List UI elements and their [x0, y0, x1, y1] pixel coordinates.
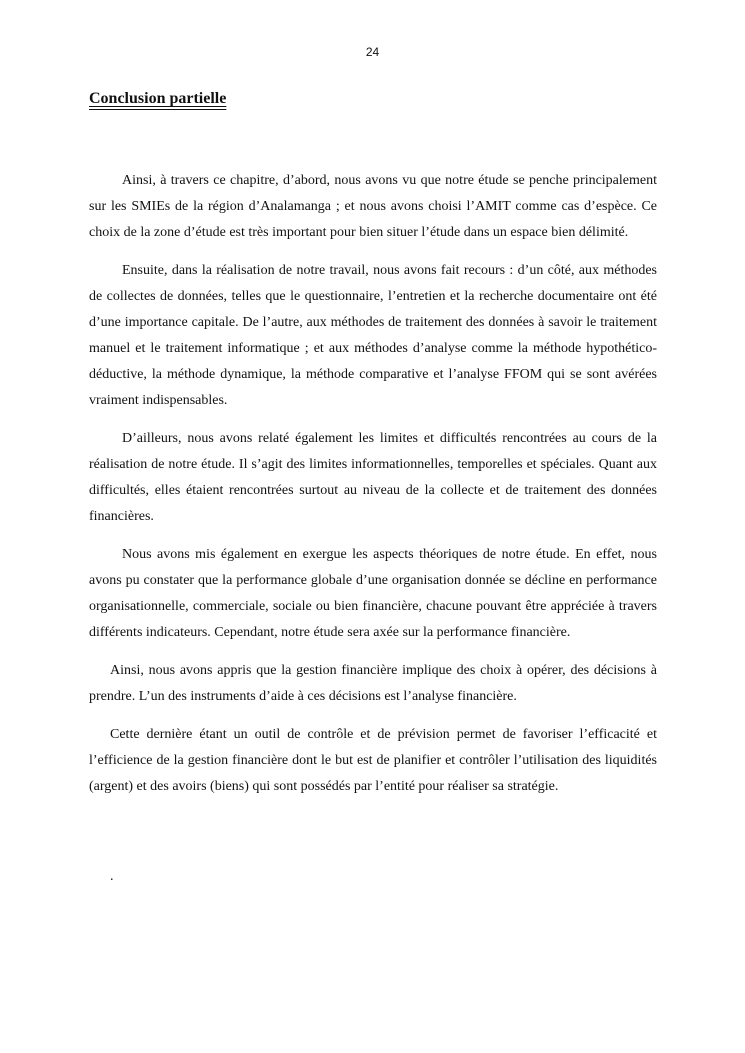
paragraph-financial-analysis: Cette dernière étant un outil de contrôle et de prévision permet de favoriser l’efficacité et l’efficience de la gestion financière dont le but est de planifier et contrôler l’utilisation des liquidités (argent) et des avoirs (biens) qui sont possédés par l’entité pour réaliser sa stratégie. [89, 727, 657, 794]
paragraph-financial-management: Ainsi, nous avons appris que la gestion financière implique des choix à opérer, des décisions à prendre. L’un des instruments d’aide à ces décisions est l’analyse financière. [89, 663, 657, 704]
paragraph-theoretical-aspects: Nous avons mis également en exergue les aspects théoriques de notre étude. En effet, nous avons pu constater que la performance globale d’une organisation donnée se décline en performance organisationnelle, commerciale, sociale ou bien financière, chacune pouvant être appréciée à travers différents indicateurs. Cependant, notre étude sera axée sur la performance financière. [89, 547, 657, 640]
body-text [89, 168, 657, 812]
trailing-dot: . [110, 869, 114, 884]
paragraph-limits-difficulties: D’ailleurs, nous avons relaté également les limites et difficultés rencontrées au cours de la réalisation de notre étude. Il s’agit des limites informationnelles, temporelles et spéciales. Quant aux difficultés, elles étaient rencontrées surtout au niveau de la collecte et de traitement des données financières. [89, 431, 657, 524]
paragraph-chapter-overview: Ainsi, à travers ce chapitre, d’abord, nous avons vu que notre étude se penche principalement sur les SMIEs de la région d’Analamanga ; et nous avons choisi l’AMIT comme cas d’espèce. Ce choix de la zone d’étude est très important pour bien situer l’étude dans un espace bien délimité. [89, 173, 657, 240]
page-number: 24 [365, 45, 380, 59]
paragraph-methods: Ensuite, dans la réalisation de notre travail, nous avons fait recours : d’un côté, aux méthodes de collectes de données, telles que le questionnaire, l’entretien et la recherche documentaire ont été d’une importance capitale. De l’autre, aux méthodes de traitement des données à savoir le traitement manuel et le traitement informatique ; et aux méthodes d’analyse comme la méthode hypothético-déductive, la méthode dynamique, la méthode comparative et l’analyse FFOM qui se sont avérées vraiment indispensables. [89, 263, 657, 408]
section-title: Conclusion partielle [89, 90, 227, 107]
